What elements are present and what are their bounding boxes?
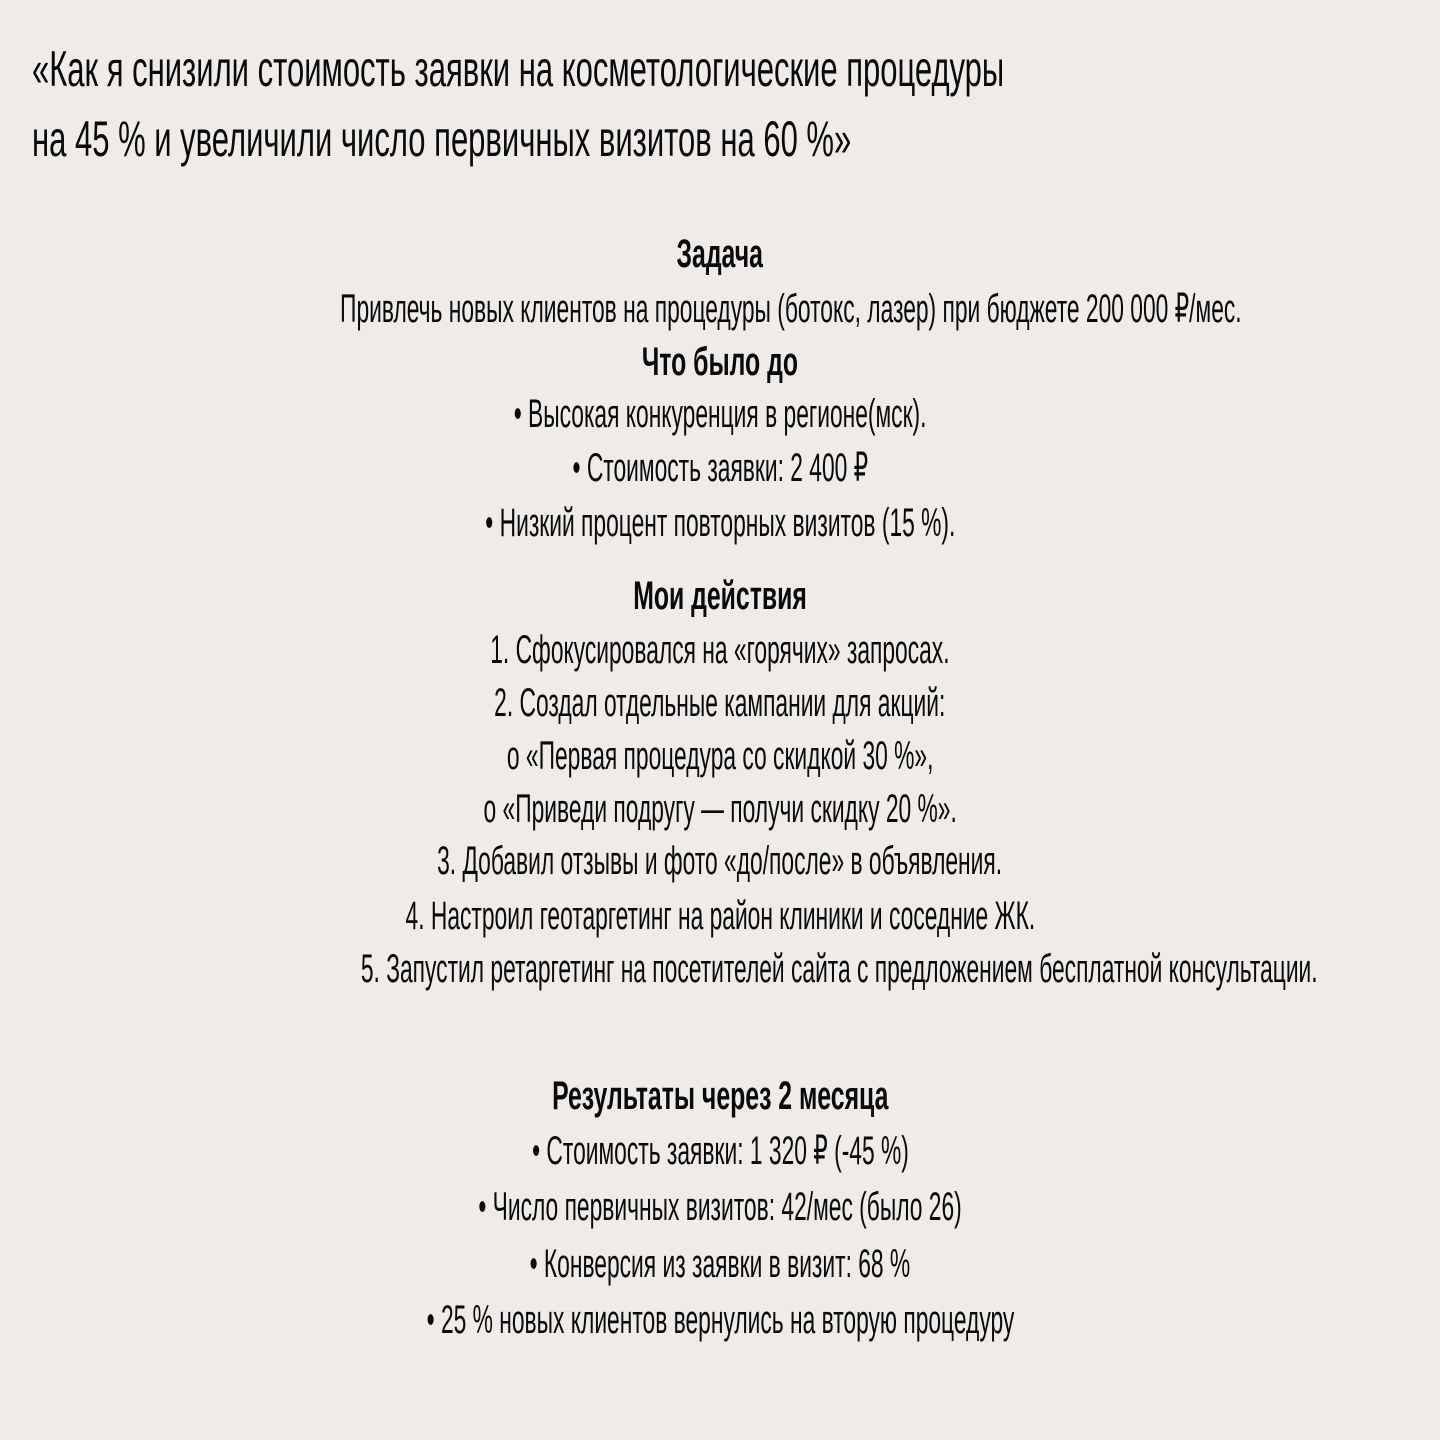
task-heading: Задача	[676, 232, 764, 276]
title-line-1: «Как я снизили стоимость заявки на косметологические процедуры	[32, 41, 1005, 97]
before-item: • Высокая конкуренция в регионе(мск).	[513, 392, 927, 436]
action-item: 3. Добавил отзывы и фото «до/после» в объявления.	[437, 839, 1003, 883]
action-item: 1. Сфокусировался на «горячих» запросах.	[490, 628, 950, 672]
action-subitem: o «Приведи подругу — получи скидку 20 %».	[483, 787, 957, 831]
action-item: 2. Создал отдельные кампании для акций:	[494, 681, 946, 725]
result-item: • Конверсия из заявки в визит: 68 %	[529, 1242, 911, 1286]
result-item: • Число первичных визитов: 42/мес (было 26)	[478, 1185, 962, 1229]
before-item: • Стоимость заявки: 2 400 ₽	[572, 446, 868, 490]
title-line-2: на 45 % и увеличили число первичных визитов на 60 %»	[32, 111, 852, 167]
actions-heading: Мои действия	[633, 574, 807, 618]
before-item: • Низкий процент повторных визитов (15 %).	[484, 501, 956, 545]
action-item: 5. Запустил ретаргетинг на посетителей сайта с предложением бесплатной консультации.	[360, 947, 1318, 991]
before-heading: Что было до	[641, 340, 799, 384]
action-item: 4. Настроил геотаргетинг на район клиники и соседние ЖК.	[405, 894, 1035, 938]
task-text: Привлечь новых клиентов на процедуры (ботокс, лазер) при бюджете 200 000 ₽/мес.	[340, 287, 1242, 331]
result-item: • 25 % новых клиентов вернулись на вторую процедуру	[426, 1298, 1014, 1342]
result-item: • Стоимость заявки: 1 320 ₽ (-45 %)	[531, 1129, 909, 1173]
action-subitem: o «Первая процедура со скидкой 30 %»,	[506, 734, 934, 778]
results-heading: Результаты через 2 месяца	[551, 1074, 889, 1118]
